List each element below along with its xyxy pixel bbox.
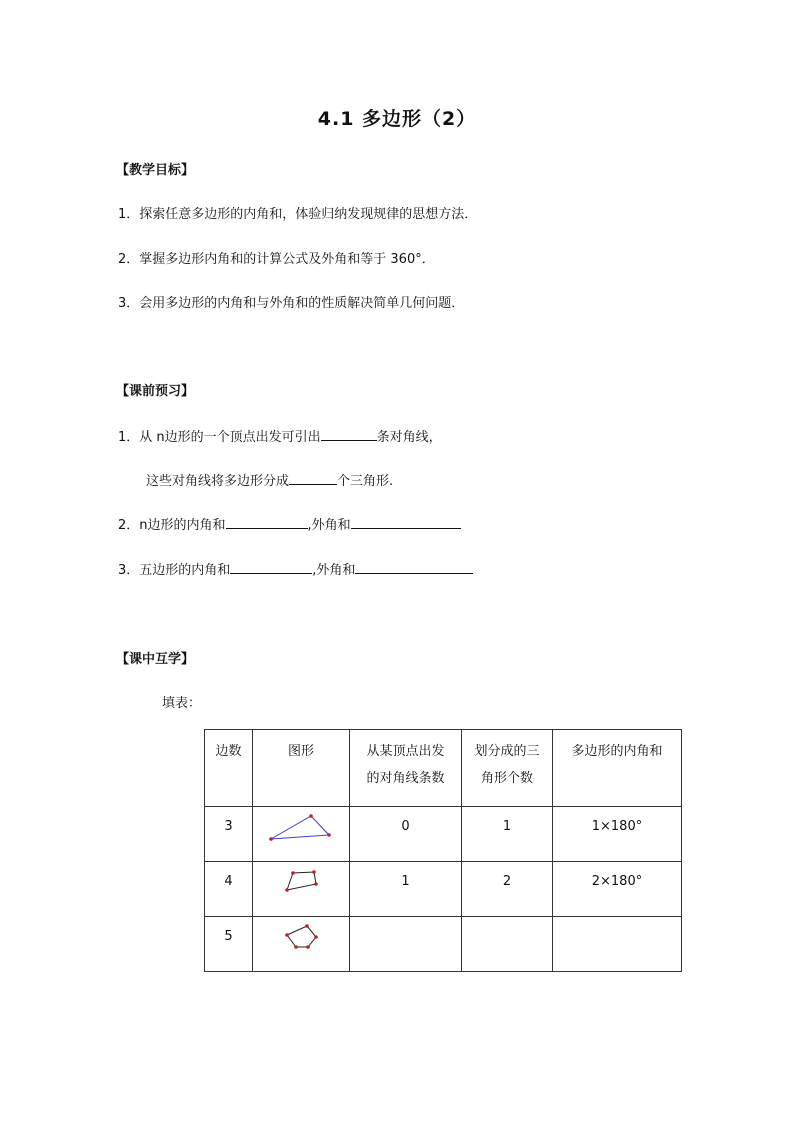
polygon-table <box>204 729 682 972</box>
row-4-triangles: 2 <box>462 862 553 917</box>
row-3-sides: 3 <box>205 807 253 862</box>
row-5-angle-sum-input[interactable] <box>553 917 682 972</box>
objectives-heading: 【教学目标】 <box>116 163 195 178</box>
row-4-angle-sum: 2×180° <box>553 862 682 917</box>
objective-1: 1．探索任意多边形的内角和，体验归纳发现规律的思想方法． <box>118 207 478 222</box>
q1b-suffix: 个三角形. <box>337 474 394 489</box>
row-3-triangles: 1 <box>462 807 553 862</box>
preview-question-3 <box>118 559 473 578</box>
preview-question-1b <box>146 470 393 489</box>
header-sides: 边数 <box>205 730 253 807</box>
table-row <box>205 917 682 972</box>
row-3-angle-sum: 1×180° <box>553 807 682 862</box>
preview-question-1 <box>118 426 442 445</box>
header-triangles: 划分成的三角形个数 <box>462 730 553 807</box>
q1-answer-blank[interactable] <box>321 428 377 441</box>
row-5-sides: 5 <box>205 917 253 972</box>
pentagon-figure <box>253 917 350 972</box>
fill-table-label: 填表： <box>162 696 202 711</box>
q1b-prefix: 这些对角线将多边形分成 <box>146 474 290 489</box>
quadrilateral-shape <box>253 862 350 914</box>
triangle-shape <box>253 807 350 859</box>
table-row <box>205 862 682 917</box>
q1-prefix: 1．从 n边形的一个顶点出发可引出 <box>118 430 321 445</box>
q3-exterior-blank[interactable] <box>355 561 473 574</box>
preview-heading: 【课前预习】 <box>116 384 195 399</box>
q3-mid: ,外角和 <box>312 563 356 578</box>
table-row <box>205 807 682 862</box>
preview-question-2 <box>118 514 461 533</box>
row-4-diagonals: 1 <box>350 862 462 917</box>
q2-exterior-blank[interactable] <box>351 516 461 529</box>
header-diagonals: 从某顶点出发的对角线条数 <box>350 730 462 807</box>
q3-prefix: 3．五边形的内角和 <box>118 563 231 578</box>
row-3-diagonals: 0 <box>350 807 462 862</box>
pentagon-shape <box>253 917 350 969</box>
triangle-figure <box>253 807 350 862</box>
row-4-sides: 4 <box>205 862 253 917</box>
q2-prefix: 2．n边形的内角和 <box>118 518 226 533</box>
objective-3: 3．会用多边形的内角和与外角和的性质解决简单几何问题． <box>118 296 465 311</box>
header-angle-sum: 多边形的内角和 <box>553 730 682 807</box>
q2-mid: ,外角和 <box>307 518 351 533</box>
header-figure: 图形 <box>253 730 350 807</box>
q1-suffix: 条对角线， <box>376 430 442 445</box>
quadrilateral-figure <box>253 862 350 917</box>
row-5-diagonals-input[interactable] <box>350 917 462 972</box>
objective-2: 2．掌握多边形内角和的计算公式及外角和等于 360°． <box>118 252 435 267</box>
inclass-heading: 【课中互学】 <box>116 652 195 667</box>
row-5-triangles-input[interactable] <box>462 917 553 972</box>
page-title: 4.1 多边形（2） <box>317 108 477 130</box>
q2-interior-blank[interactable] <box>226 516 308 529</box>
table-header-row <box>205 730 682 807</box>
q3-interior-blank[interactable] <box>230 561 312 574</box>
q1b-answer-blank[interactable] <box>289 472 337 485</box>
